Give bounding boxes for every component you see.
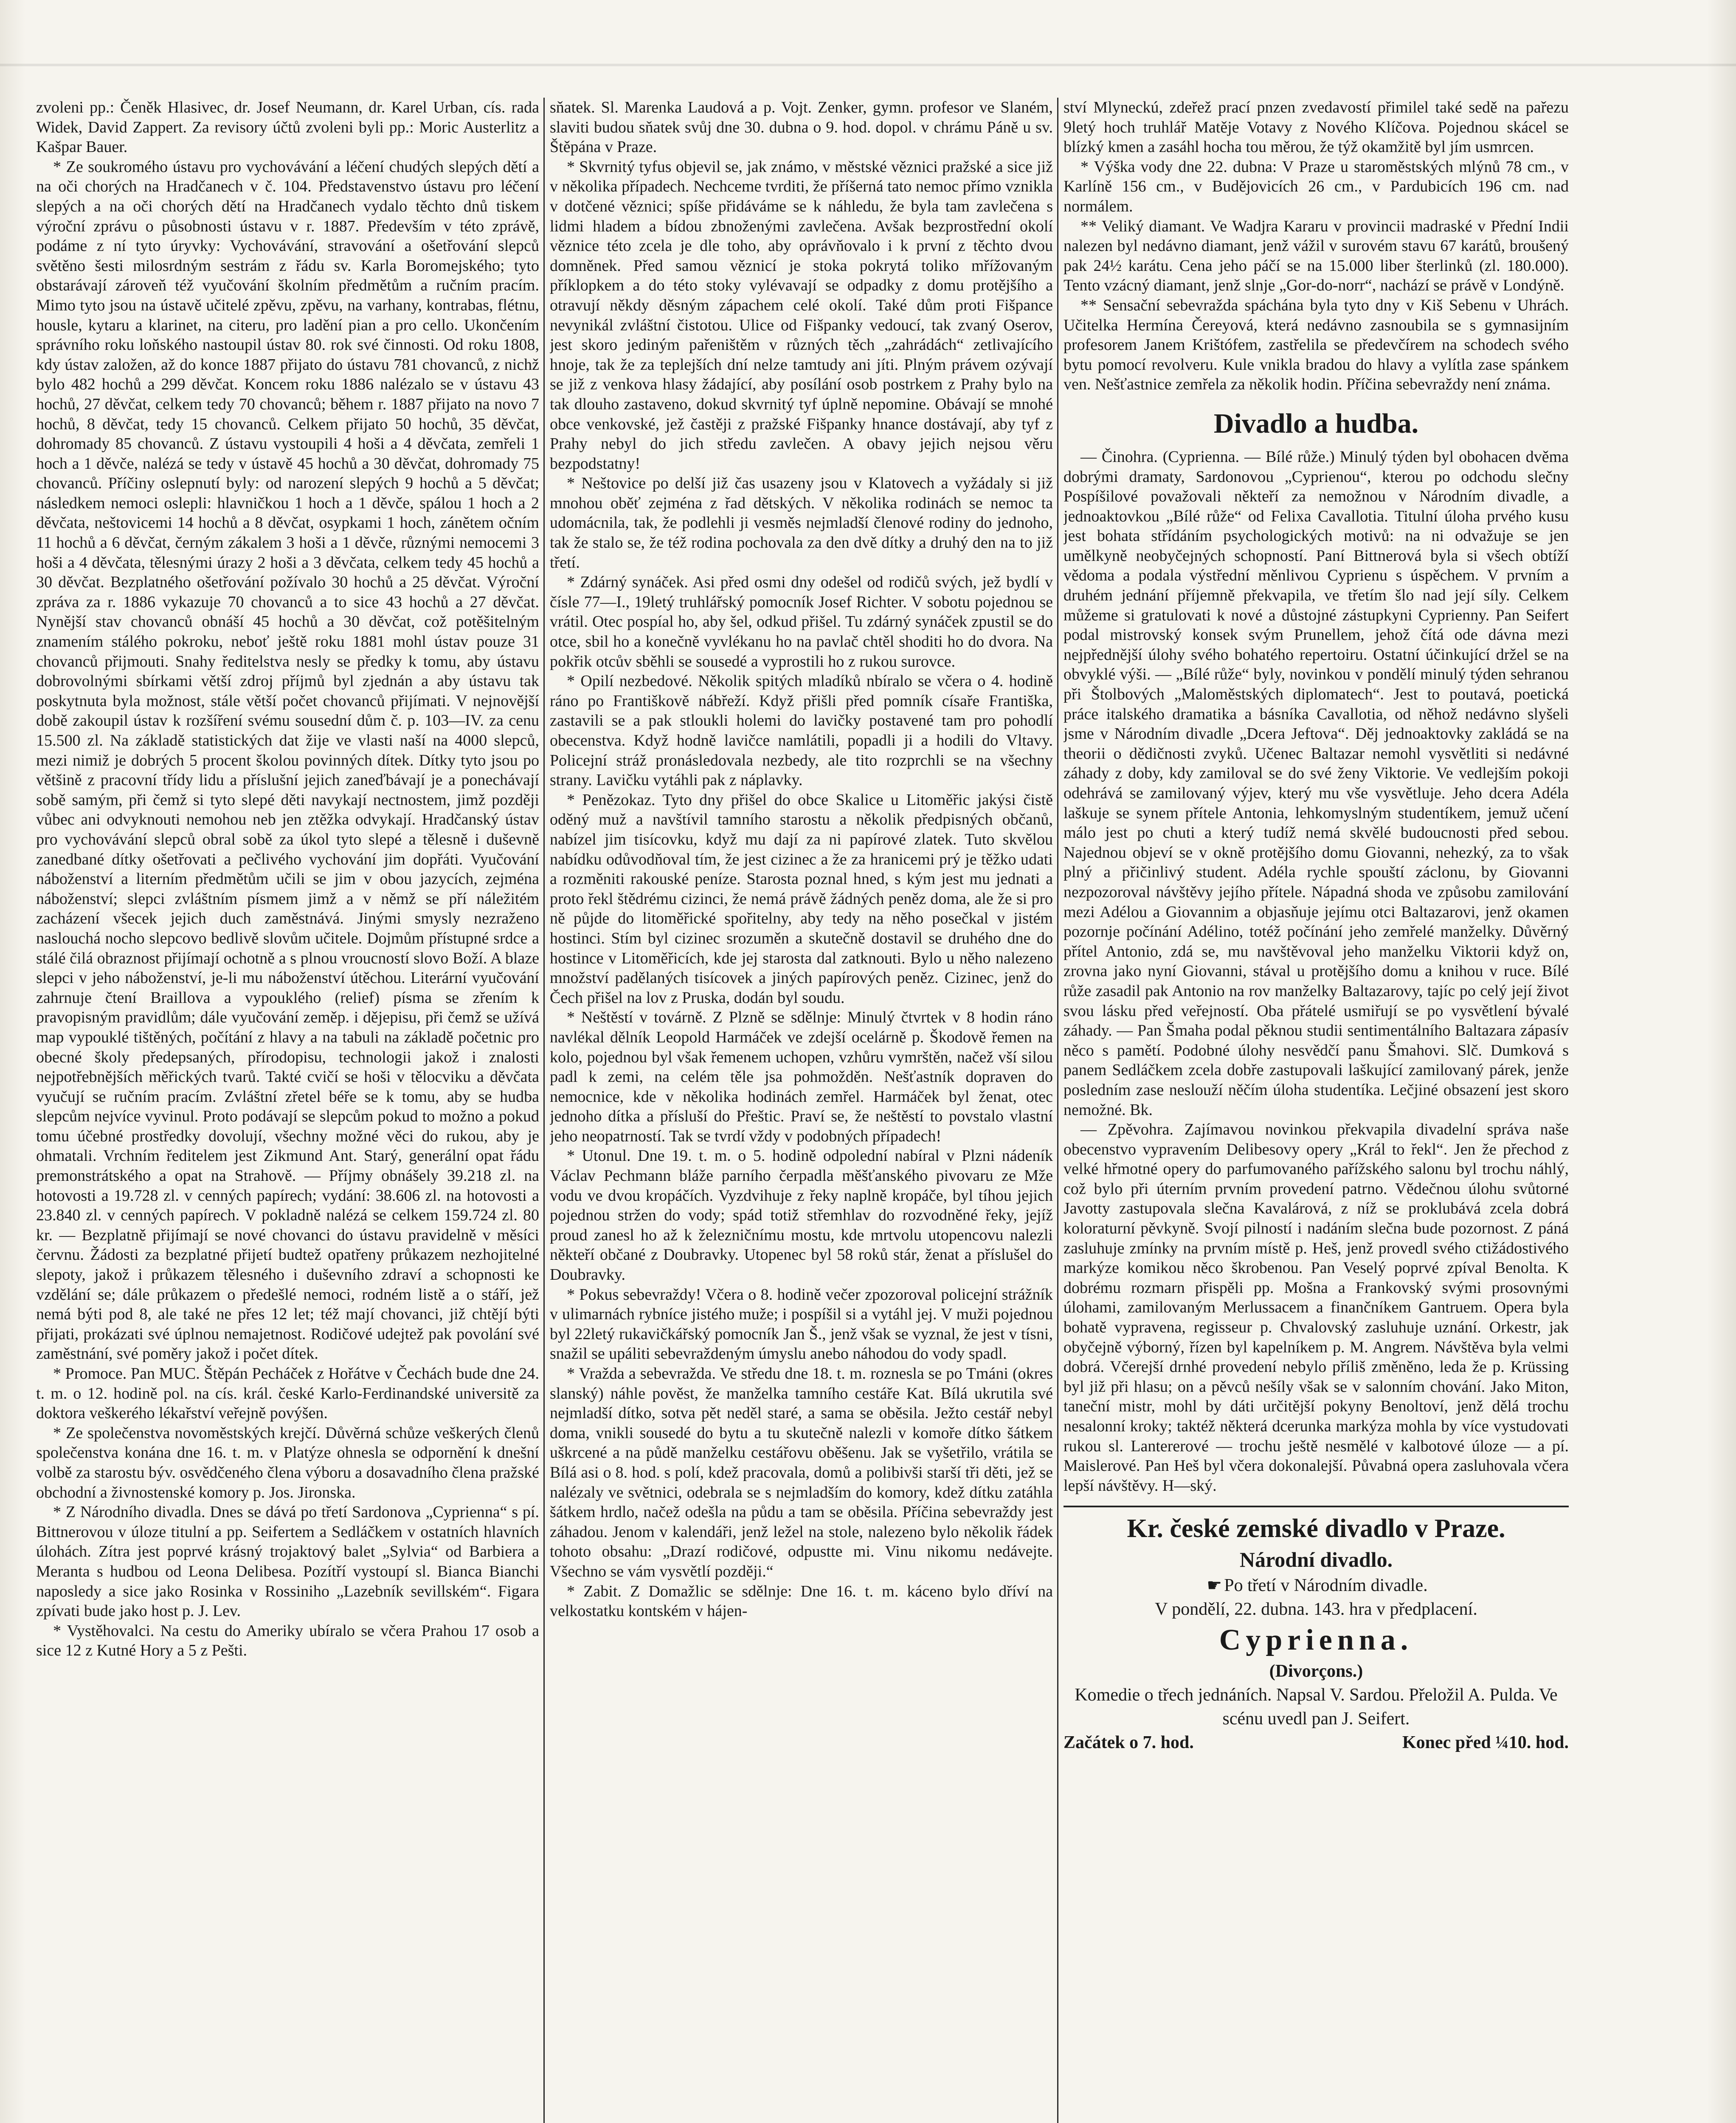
article-paragraph: * Ze společenstva novoměstských krejčí. Důvěrná schůze veškerých členů společenstva konána dne 16. t. m. v Platýze ohnesla se odpornění k dnešní volbě za starostu býv. osvědčeného člena výboru a dosavadního člena pražské obchodní a živnostenské komory p. Jos. Jironska.	[36, 1424, 539, 1501]
article-paragraph: * Skvrnitý tyfus objevil se, jak známo, v městské věznici pražské a sice již v několika případech. Nechceme tvrditi, že příšerná tato nemoc přímo vznikla v dotčené věznici; spíše přidáváme se k náhledu, že byla tam zavlečena s lidmi hladem a bídou zbnoženými zavlečena. Avšak bezprostřední okolí věznice této zcela je dle toho, aby oprávňovalo i k první z těchto dvou domněnek. Před samou věznicí je stoka pokrytá toliko mřížovaným příklopkem a do této stoky vylévavají se odpadky z domu protějšího a otravují někdy děsným zápachem celé okolí. Také dům proti Fišpance nevynikál zvláštní čistotou. Ulice od Fišpanky vedoucí, tak zvaný Oserov, jest skoro jediným pařeništěm v různých těch „zahrádách“ zetlivajícího hnoje, tak že za teplejších dní nelze tamtudy ani jíti. Plným právem ozývají se již z venkova hlasy žádající, aby posílání osob postrkem z Prahy bylo na tak dlouho zastaveno, dokud skvrnitý tyf úplně nepomine. Obávají se mnohé obce venkovské, jež častěji z pražské Fišpanky hnance dostávají, aby tyf z Prahy nebyl do jich středu zavlečen. A obavy jejich nejsou věru bezpodstatny!	[550, 158, 1053, 473]
article-paragraph: * Utonul. Dne 19. t. m. o 5. hodině odpolední nabíral v Plzni nádeník Václav Pechmann bláže parního čerpadla měšťanského pivovaru ze Mže vodu ve dvou kropáčích. Vyzdvihuje z řeky naplně kropáče, byl tíhou jejich pojednou stržen do vody; spád totiž střemhlav do rozvodněné řeky, jejíž proud zanesl ho až k železničnímu mostu, kde mrtvolu utopencovu nalezli někteří občané z Doubravky. Utopenec byl 58 roků stár, ženat a příslušel do Doubravky.	[550, 1147, 1053, 1284]
article-paragraph: ** Veliký diamant. Ve Wadjra Kararu v provincii madraské v Přední Indii nalezen byl nedávno diamant, jenž vážil v surovém stavu 67 karátů, broušený pak 24½ karátu. Cena jeho páčí se na 15.000 liber šterlinků (zl. 180.000). Tento vzácný diamant, jenž slnje „Gor-do-norr“, nachází se právě v Londýně.	[1064, 217, 1569, 295]
article-paragraph: * Neštovice po delší již čas usazeny jsou v Klatovech a vyžádaly si již mnohou oběť zejména z řad dětských. V několika rodinách se nemoc ta udomácnila, tak, že podlehli ji vesměs nejmladší členové rodiny do jednoho, tak že stalo se, že též rodina pochovala za den dvě dítky a druhý den na to již třetí.	[550, 474, 1053, 572]
end-time: Konec před ¼10. hod.	[1402, 1733, 1569, 1753]
article-paragraph: * Výška vody dne 22. dubna: V Praze u staroměstských mlýnů 78 cm., v Karlíně 156 cm., v Budějovicích 26 cm., v Pardubicích 196 cm. nad normálem.	[1064, 158, 1569, 215]
review-paragraph: — Činohra. (Cyprienna. — Bílé růže.) Minulý týden byl obohacen dvěma dobrými dramaty, Sardonovou „Cyprienou“, kterou po odchodu slečny Pospíšilové považovali někteří za nemožnou v Národním divadle, a jednoaktovkou „Bílé růže“ od Felixa Cavallotia. Titulní úloha prvého kusu jest bohata střídáním psychologických motivů: na ni odvažuje se jen umělkyně neobyčejných schopností. Paní Bittnerová byla si všech obtíží vědoma a podala výstřední měnlivou Cyprienu s úspěchem. V prvním a druhém jednání příjemně překvapila, ve třetím šlo nad její síly. Celkem můžeme si gratulovati k nové a důstojné zástupkyni Cyprienny. Pan Seifert podal mistrovský konsek svým Prunellem, jehož čítá ode dávna mezi nejpřednější úlohy svého bohatého repertoiru. Ostatní účinkující držel se na obvyklé výši. — „Bílé růže“ byly, novinkou v pondělí minulý týden sehranou při Štolbových „Maloměstských diplomatech“. Jest to poutavá, poetická práce italského dramatika a básníka Cavallotia, od něhož nedávno slyšeli jsme v Národním divadle „Dcera Jeftova“. Děj jednoaktovky zakládá se na theorii o dědičnosti zvyků. Učenec Baltazar nemohl vysvětliti si nedávné záhady z doby, kdy zamiloval se do své ženy Viktorie. Ve vedlejším pokoji odehrává se zamilovaný výjev, který mu vše vysvětluje. Jeho dcera Adéla laškuje se synem přítele Antonia, lehkomyslným studentíkem, jemuž učení málo jest po chuti a který tudíž nemá skvělé budoucnosti před sebou. Najednou objeví se v okně protějšího domu Giovanni, nehezký, za to však plný a přičinlivý student. Adéla rychle spouští záclonu, by Giovanni nezpozoroval návštěvy jejího přítele. Nápadná shoda ve způsobu zamilování mezi Adélou a Giovannim a objasňuje jejímu otci Baltazarovi, jenž okamen pozornje počínání Adélino, totéž počínání jeho zemřelé manželky. Důvěrný přítel Antonio, zdá se, mu navštěvoval jeho manželku Viktorii když on, zrovna jako nyní Giovanni, stával u protějšího domu a knihou v ruce. Bílé růže zasadil pak Antonio na rov manželky Baltazarovy, tajíc po celý její život svou lásku před veřejností. Oba přátelé usmiřují se po vysvětlení bývalé záhady. — Pan Šmaha podal pěknou studii sentimentálního Baltazara zápasív něco s pamětí. Podobné úlohy nesvědčí panu Šmahovi. Slč. Dumková s panem Sedláčkem zcela dobře zastupovali laškující zamilovaný párek, jenže posledním zase neslouží něčím úloha studentíka. Lečjiné obsazení jest skoro nemožné. Bk.	[1064, 448, 1569, 1119]
header-bleed-stripe	[0, 64, 1736, 66]
article-paragraph: sňatek. Sl. Marenka Laudová a p. Vojt. Zenker, gymn. profesor ve Slaném, slaviti budou sňatek svůj dne 30. dubna o 9. hod. dopol. v chrámu Páně u sv. Štěpána v Praze.	[550, 99, 1053, 156]
column-rule	[543, 98, 545, 2123]
article-paragraph: * Neštěstí v továrně. Z Plzně se sdělnje: Minulý čtvrtek v 8 hodin ráno navlékal dělník Leopold Harmáček ve zdejší ocelárně p. Škodově řemen na kolo, pojednou byl však řemenem uchopen, vzhůru vymrštěn, načež vší silou padl k zemi, na celém těle jsa pohmožděn. Nešťastník dopraven do nemocnice, kde v několika hodinách zemřel. Harmáček byl ženat, otec jednoho dítka a přísluší do Přeštic. Praví se, že neštěstí to povstalo vlastní jeho neopatrností. Tak se tvrdí vždy v podobných případech!	[550, 1008, 1053, 1145]
article-paragraph: * Zdárný synáček. Asi před osmi dny odešel od rodičů svých, jež bydlí v čísle 77—I., 19letý truhlářský pomocník Josef Richter. V sobotu pojednou se vrátil. Otec pospíal ho, aby šel, odkud přišel. Tu zdárný synáček zpustil se do otce, sbil ho a konečně vyvlékanu ho na pavlač chtěl shoditi ho do dvora. Na pokřik otcův sběhli se sousedé a vyprostili ho z rukou surovce.	[550, 573, 1053, 670]
column-rule	[1057, 98, 1058, 2123]
play-title: Cyprienna.	[1219, 1624, 1413, 1657]
pointing-hand-icon: ☛	[1207, 1576, 1222, 1595]
article-paragraph: * Promoce. Pan MUC. Štěpán Pecháček z Hořátve v Čechách bude dne 24. t. m. o 12. hodině pol. na cís. král. české Karlo-Ferdinandské universitě za doktora veškerého lékařství veřejně povýšen.	[36, 1365, 539, 1422]
article-paragraph: * Ze soukromého ústavu pro vychovávání a léčení chudých slepých dětí a na oči chorých na Hradčanech v č. 104. Představenstvo ústavu pro léčení slepých a na oči chorých dětí na Hradčanech vydalo těchto dnů tiskem výroční zprávu o působnosti ústavu v r. 1887. Především v této zprávě, podáme z ní tyto úryvky: Vychovávání, stravování a ošetřování slepců světěno šesti milosrdným sestrám z řádu sv. Karla Boromejského; tyto obstarávají zároveň též vyučování školním předmětům a ručním pracím. Mimo tyto jsou na ústavě učitelé zpěvu, zpěvu, na varhany, kontrabas, flétnu, housle, kytaru a klarinet, na citeru, pro ladění pian a pro cello. Ukončením správního roku loňského nastoupil ústav 80. rok své činnosti. Od roku 1808, kdy ústav založen, až do konce 1887 přijato do ústavu 781 chovanců, z nichž bylo 482 hochů a 299 děvčat. Koncem roku 1886 nalézalo se v ústavu 43 hochů, 27 děvčat, celkem tedy 70 chovanců; během r. 1887 přijato na novo 7 hochů, 8 děvčat, tedy 15 chovanců. Celkem přijato 50 hochů, 35 děvčat, dohromady 85 chovanců. Z ústavu vystoupili 4 hoši a 4 děvčata, zemřeli 1 hoch a 1 děvče, nalézá se tedy v ústavě 45 hochů a 30 děvčat, dohromady 75 chovanců. Příčiny oslepnutí byly: od narození slepých 9 hochů a 5 děvčat; následkem nemoci oslepli: hlavničkou 1 hoch a 1 děvče, spálou 1 hoch a 2 děvčata, neštovicemi 14 hochů a 8 děvčat, osypkami 1 hoch, zánětem očním 11 hochů a 6 děvčat, černým zákalem 3 hoši a 1 děvče, různými nemocemi 3 hoši a 4 děvčata, tělesnými úrazy 2 hoši a 3 děvčata, celkem tedy 45 hochů a 30 děvčat. Bezplatného ošetřování požívalo 30 hochů a 25 děvčat. Výroční zpráva za r. 1886 vykazuje 70 chovanců a to sice 43 hochů a 27 děvčat. Nynější stav chovanců obnáší 45 hochů a 30 děvčat, což potěšitelným znamením stálého pokroku, neboť ještě roku 1881 mohl ústav pouze 31 chovanců přijmouti. Snahy ředitelstva nesly se předky k tomu, aby ústavu dobrovolnými sbírkami větší zdroj příjmů byl zjednán a aby ústavu tak poskytnuta byla možnost, stále větší počet chovanců přijímati. V nejnovější době zakoupil ústav k rozšíření svému sousední dům č. p. 103—IV. za cenu 15.500 zl. Na základě statistických dat žije ve vlasti naší na 4000 slepců, mezi nimiž je dobrých 5 procent školou povinných dítek. Dítky tyto jsou po většině z pracovní třídy lidu a příslušní jejich zaneďbávají je a ponechávají sobě samým, při čemž si tyto slepé děti navykají nectnostem, jimž později vůbec ani odvyknouti nemohou neb jen ztěžka odvykají. Hradčanský ústav pro vychovávání slepců obral sobě za úkol tyto slepé a tělesně i duševně zanedbané dítky ošetřovati a pečlivého vychování jim dopřáti. Vyučování náboženství a literním předmětům učili se jim v obou jazycích, zejména náboženství; slepci zvláštním písmem jimž a v němž se pří náležitém zacházení všecek jejich duch zaměstnává. Jinými smysly nezraženo naslouchá nocho slepcovo bedlivě slovům učitele. Dojmům přístupné srdce a stálé čilá obraznost přijímají ochotně a s plnou vroucností slovo Boží. A blaze slepci v jeho náboženství, je-li mu náboženství útěchou. Literární vyučování zahrnuje čtení Braillova a vypouklého (relief) písma se zřením k pravopisným pravidlům; dále vyučování zeměp. i dějepisu, při čemž se užívá map vypouklé tištěných, počítání z hlavy a na tabuli na základě početnic pro obecné školy předepsaných, přírodopisu, technologii jakož i znalosti nejpotřebnějších měřických tvarů. Takté cvičí se hoši v tělocviku a děvčata vyučují se ručním pracím. Zvláštní zřetel béře se k tomu, aby se hudba slepcům nejvíce vyvinul. Proto podávají se slepcům pokud to možno a pokud tomu účebné prostředky dovolují, všechny možné věci do rukou, aby je ohmatali. Vrchním ředitelem jest Zikmund Ant. Starý, generální opat řádu premonstrátského a opat na Strahově. — Příjmy obnášely 39.218 zl. na hotovosti a 19.728 zl. v cenných papírech; vydání: 38.606 zl. na hotovosti a 23.840 zl. v cenných papírech. V pokladně nalézá se celkem 159.724 zl. 80 kr. — Bezplatně přijímají se nové chovanci do ústavu pravidelně v měsíci červnu. Žádosti za bezplatné přijetí budtež opatřeny průkazem nezhojitelné slepoty, jakož i průkazem tělesného i duševního zdraví a schopnosti ke vzdělání se; dále průkazem o předešlé nemoci, rodném listě a o stáří, jež nemá býti pod 8, ale také ne přes 12 let; též mají chovanci, již chtějí býti přijati, prokázati své úplnou nemajetnost. Rodičové udejtež pak povolání své zaměstnání, své poměry jakož i počet dítek.	[36, 158, 539, 1363]
review-paragraph: — Zpěvohra. Zajímavou novinkou překvapila divadelní správa naše obecenstvo vypravením Delibesovy opery „Král to řekl“. Jen že přechod z velké hřmotné opery do parfumovaného pařížského salonu byl trochu náhlý, což bylo při úterním prvním provedení patrno. Vědečnou úlohu svůtorné Javotty zastupovala slečna Kavalárová, z níž se proklubává zcela dobrá koloraturní pěvkyně. Svojí pilností i nadáním slečna bude pozornost. Z páná zasluhuje zmínky na prvním místě p. Heš, jenž provedl svého ctižádostivého markýze komikou něco škrobenou. Pan Veselý poprvé zpíval Benolta. K dobrému rozmarn přispěli pp. Mošna a Frankovský svými prosovnými úlohami, zamilovaným Merlussacem a finančníkem Gantruem. Opera byla bohatě vypravena, regisseur p. Chvalovský zasluhuje uznání. Orkestr, jak obyčejně výborný, řízen byl kapelníkem p. M. Angrem. Návštěva byla velmi dobrá. Včerejší drnhé provedení nebylo příliš změněno, leda že p. Krüssing byl již při hlasu; on a pěvců nešíly však se v salonním chování. Jako Miton, taneční mistr, mohl by dáti určitější pokyny Benoltoví, jenž dělá trochu nesalonní kroky; taktéž některá dcerunka markýza mohla by více vystudovati rukou sl. Lantererové — trochu ještě nesmělé v kalbotové úloze — a pí. Maislerové. Pan Heš byl včera dokonalejší. Půvabná opera zasluhovala včera lepší návštěvy. H—ský.	[1064, 1121, 1569, 1495]
column-left	[36, 98, 539, 2123]
play-description: Komedie o třech jednáních. Napsal V. Sardou. Přeložil A. Pulda. Ve scénu uvedl pan J. Seifert.	[1075, 1685, 1558, 1729]
theatre-heading: Kr. české zemské divadlo v Praze.	[1064, 1506, 1569, 1546]
column-middle	[550, 98, 1053, 2123]
article-paragraph: ** Sensační sebevražda spáchána byla tyto dny v Kiš Sebenu v Uhrách. Učitelka Hermína Čereyová, která nedávno zasnoubila se s gymnasijním profesorem Janem Krištófem, zastřelila se předevčírem na schodech svého bytu pomocí revolveru. Kule vnikla bradou do hlavy a vylítla zase spánkem ven. Nešťastnice zemřela za několik hodin. Příčina sebevraždy není známa.	[1064, 296, 1569, 394]
program-announcement: ☛ Po třetí v Národním divadle.	[1064, 1574, 1569, 1597]
theatre-subheading: Národní divadlo.	[1239, 1548, 1393, 1572]
article-paragraph: * Vystěhovalci. Na cestu do Ameriky ubíralo se včera Prahou 17 osob a sice 12 z Kutné Hory a 5 z Pešti.	[36, 1622, 539, 1660]
start-time: Začátek o 7. hod.	[1064, 1733, 1194, 1753]
article-paragraph: ství Mlyneckú, zdeřež prací pnzen zvedavostí přimilel také sedě na pařezu 9letý hoch truhlář Matěje Votavy z Nového Klíčova. Pojednou skácel se blízký kmen a zasáhl hocha tou měrou, že týž okamžitě byl jím usmrcen.	[1064, 99, 1569, 156]
article-paragraph: * Opilí nezbedové. Několik spitých mladíků nbíralo se včera o 4. hodině ráno po Františkově nábřeží. Když přišli před pomník císaře Františka, zastavili se a pak stloukli holemi do lavičky postavené tam pro pohodlí obecenstva. Když hodně lavičce namlátili, popadli ji a hodili do Vltavy. Policejní stráž pronásledovala nezbedy, ale tito rozprchli se na všechny strany. Lavičku vytáhli pak z náplavky.	[550, 672, 1053, 789]
article-paragraph: * Z Národního divadla. Dnes se dává po třetí Sardonova „Cyprienna“ s pí. Bittnerovou v úloze titulní a pp. Seifertem a Sedláčkem v ostatních hlavních úlohách. Zítra jest poprvé krásný trojaktový balet „Sylvia“ od Barbiera a Meranta s hudbou od Leona Delibesa. Pozítří vystoupí sl. Bianca Bianchi naposledy a sice jako Rosinka v Rossiniho „Lazebník sevillském“. Figara zpívati bude jako host p. J. Lev.	[36, 1503, 539, 1620]
program-times	[1064, 1731, 1569, 1754]
article-paragraph: * Vražda a sebevražda. Ve středu dne 18. t. m. roznesla se po Tmáni (okres slanský) náhle pověst, že manželka tamního cestáře Kat. Bílá ukrutila své nejmladší dítko, sotva pět neděl staré, a sama se oběsila. Ježto cestář nebyl doma, vnikli sousedé do bytu a tu skutečně nalezli v komoře dítko šátkem uškrcené a na půdě manželku cestářovu oběšenu. Jak se vyšetřilo, vrátila se Bílá asi o 8. hod. s polí, kdež pracovala, domů a polibivši starší tři děti, jež se nalézaly ve světnici, odebrala se s nejmladším do komory, kdež dítku zatáhla šátkem hrdlo, načež odešla na půdu a tam se oběsila. Příčina sebevraždy jest záhadou. Jenom v kalendáři, jenž ležel na stole, nalezeno bylo několik řádek tohoto obsahu: „Drazí rodičové, odpustte mi. Vinu nikomu nedávejte. Všechno se vám vysvětlí později.“	[550, 1365, 1053, 1580]
article-paragraph: zvoleni pp.: Čeněk Hlasivec, dr. Josef Neumann, dr. Karel Urban, cís. rada Widek, David Zappert. Za revisory účtů zvoleni byli pp.: Moric Austerlitz a Kašpar Bauer.	[36, 99, 539, 156]
column-right	[1064, 98, 1569, 2123]
article-paragraph: * Pokus sebevraždy! Včera o 8. hodině večer zpozoroval policejní strážník v ulimarnách rybníce jistého muže; i pospíšil si a vytáhl jej. V muži pojednou byl 22letý rukavičkářský pomocník Jan Š., jenž však se vyznal, že jest v tísni, snažil se upáliti sebevraždeným úmyslu anebo náhodou do vody spadl.	[550, 1285, 1053, 1363]
play-subtitle: (Divorçons.)	[1269, 1661, 1363, 1681]
article-paragraph: * Penězokaz. Tyto dny přišel do obce Skalice u Litoměřic jakýsi čistě oděný muž a navštívil tamního starostu a několik předpisných občanů, nabízel jim tisícovku, když mu dají za ni papírové zlatek. Tuto skvělou nabídku odůvodňoval tím, že jest cizinec a že za hranicemi prý je těžko udati a rozměniti rakouské peníze. Starosta poznal hned, s kým jest mu jednati a proto řekl štědrému cizinci, že nemá právě žádných peněz doma, ale že si pro ně půjde do litoměřické spořitelny, aby tedy na něho posečkal v jistém hostinci. Stím byl cizinec srozuměn a skutečně dostavil se druhého dne do hostince v Litoměřicích, kde jej starosta dal zatknouti. Bylo u něho nalezeno množství padělaných tisícovek a jiných papírových peněz. Cizinec, jenž do Čech přišel na lov z Pruska, dodán byl soudu.	[550, 791, 1053, 1007]
article-paragraph: * Zabit. Z Domažlic se sdělnje: Dne 16. t. m. káceno bylo dříví na velkostatku kontském v hájen-	[550, 1582, 1053, 1620]
program-date-line: V pondělí, 22. dubna. 143. hra v předplacení.	[1155, 1599, 1477, 1619]
section-heading-theatre-music: Divadlo a hudba.	[1213, 408, 1419, 439]
